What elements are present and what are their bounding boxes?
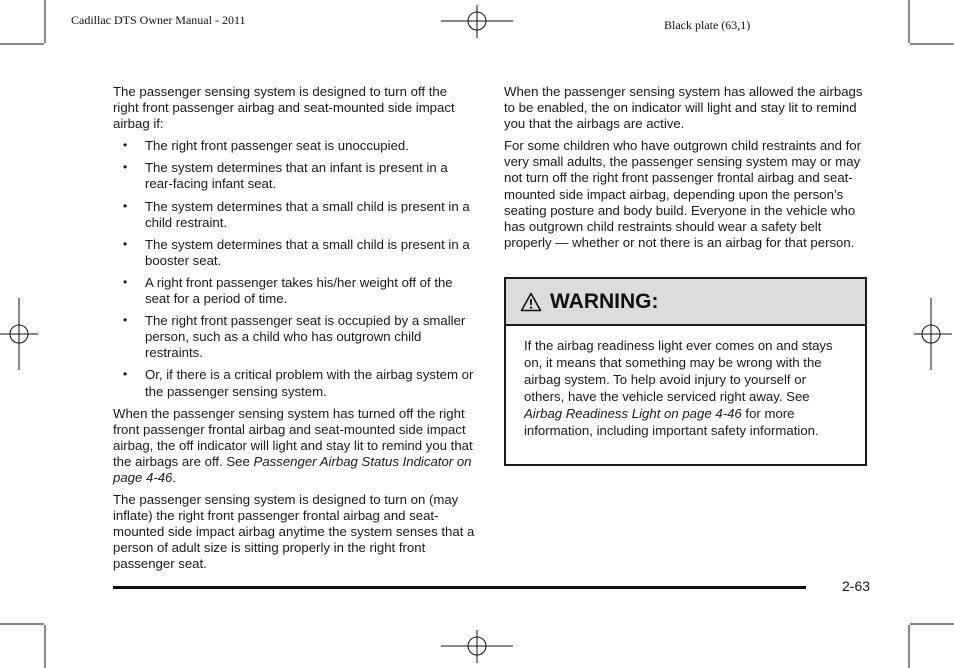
list-item-text: The right front passenger seat is unoccupied. bbox=[145, 138, 409, 154]
sentence-end: . bbox=[172, 469, 177, 485]
list-item-text: A right front passenger takes his/her weight off of the seat for a period of time. bbox=[145, 274, 453, 307]
warning-triangle-icon bbox=[520, 292, 542, 312]
crop-mark-top-left bbox=[0, 0, 45, 44]
off-indicator-text: When the passenger sensing system has turned off the right front passenger frontal airbag and seat-mounted side impact airbag, the off indicator will light and stay lit to remind you that the airbags are off. See bbox=[113, 405, 473, 469]
bullet-icon: • bbox=[123, 138, 128, 153]
children-paragraph: For some children who have outgrown child restraints and for very small adults, the passenger sensing system may or may not turn off the right front passenger frontal airbag and seat-mounted side impact airbag, depending upon the person’s seating posture and body build. Everyone in the vehicle who has outgrown child restraints should wear a safety belt properly — whether or not there is an airbag for that person. bbox=[504, 138, 861, 250]
right-column bbox=[504, 84, 868, 257]
footer-rule bbox=[113, 586, 806, 589]
crop-mark-bottom-left bbox=[0, 624, 45, 668]
crop-mark-bottom-right bbox=[909, 624, 954, 668]
warning-header bbox=[506, 279, 865, 326]
left-column bbox=[113, 84, 475, 579]
turn-on-paragraph: The passenger sensing system is designed to turn on (may inflate) the right front passenger frontal airbag and seat-mounted side impact airbag anytime the system senses that a person of adult size is sitting properly in the right front passenger seat. bbox=[113, 492, 475, 572]
list-item-text: The system determines that a small child is present in a child restraint. bbox=[145, 198, 470, 230]
list-item-text: The system determines that a small child is present in a booster seat. bbox=[145, 236, 470, 268]
list-item bbox=[113, 237, 475, 269]
list-item-text: Or, if there is a critical problem with the airbag system or the passenger sensing system. bbox=[145, 367, 474, 399]
warning-text: If the airbag readiness light ever comes on and stays on, it means that something may be wrong with the airbag system. To help avoid injury to yourself or others, have the vehicle serviced right away. See bbox=[524, 338, 833, 404]
plate-label-header: Black plate (63,1) bbox=[664, 18, 751, 32]
readiness-light-reference-link[interactable]: Airbag Readiness Light on page 4-46 bbox=[524, 405, 742, 421]
bullet-icon: • bbox=[123, 274, 128, 289]
list-item bbox=[113, 160, 475, 192]
crop-mark-top-right bbox=[909, 0, 954, 44]
warning-box bbox=[504, 277, 867, 466]
condition-list bbox=[113, 138, 475, 399]
list-item bbox=[113, 138, 475, 154]
list-item bbox=[113, 275, 475, 307]
registration-mark-right-icon bbox=[914, 298, 952, 370]
on-indicator-paragraph: When the passenger sensing system has allowed the airbags to be enabled, the on indicator will light and stay lit to remind you that the airbags are active. bbox=[504, 84, 863, 132]
warning-title: WARNING: bbox=[550, 289, 659, 313]
bullet-icon: • bbox=[123, 367, 128, 382]
page-number: 2-63 bbox=[842, 578, 871, 594]
intro-paragraph: The passenger sensing system is designed to turn off the right front passenger airbag and seat-mounted side impact airbag if: bbox=[113, 84, 455, 132]
list-item bbox=[113, 367, 475, 399]
warning-body bbox=[506, 326, 865, 439]
list-item-text: The system determines that an infant is present in a rear-facing infant seat. bbox=[145, 160, 448, 192]
bullet-icon: • bbox=[123, 160, 128, 175]
manual-title-header: Cadillac DTS Owner Manual - 2011 bbox=[71, 13, 246, 27]
bullet-icon: • bbox=[123, 313, 128, 328]
list-item bbox=[113, 199, 475, 231]
registration-mark-top-icon bbox=[441, 5, 513, 38]
bullet-icon: • bbox=[123, 198, 128, 213]
off-indicator-paragraph bbox=[113, 406, 475, 486]
warning-text-end: for more information, including important safety information. bbox=[524, 405, 819, 438]
registration-mark-bottom-icon bbox=[441, 630, 513, 663]
list-item-text: The right front passenger seat is occupied by a smaller person, such as a child who has outgrown child restraints. bbox=[145, 313, 466, 361]
status-indicator-reference-link[interactable]: Passenger Airbag Status Indicator on page 4-46 bbox=[113, 453, 472, 485]
list-item bbox=[113, 313, 475, 361]
bullet-icon: • bbox=[123, 236, 128, 251]
registration-mark-left-icon bbox=[0, 298, 38, 370]
